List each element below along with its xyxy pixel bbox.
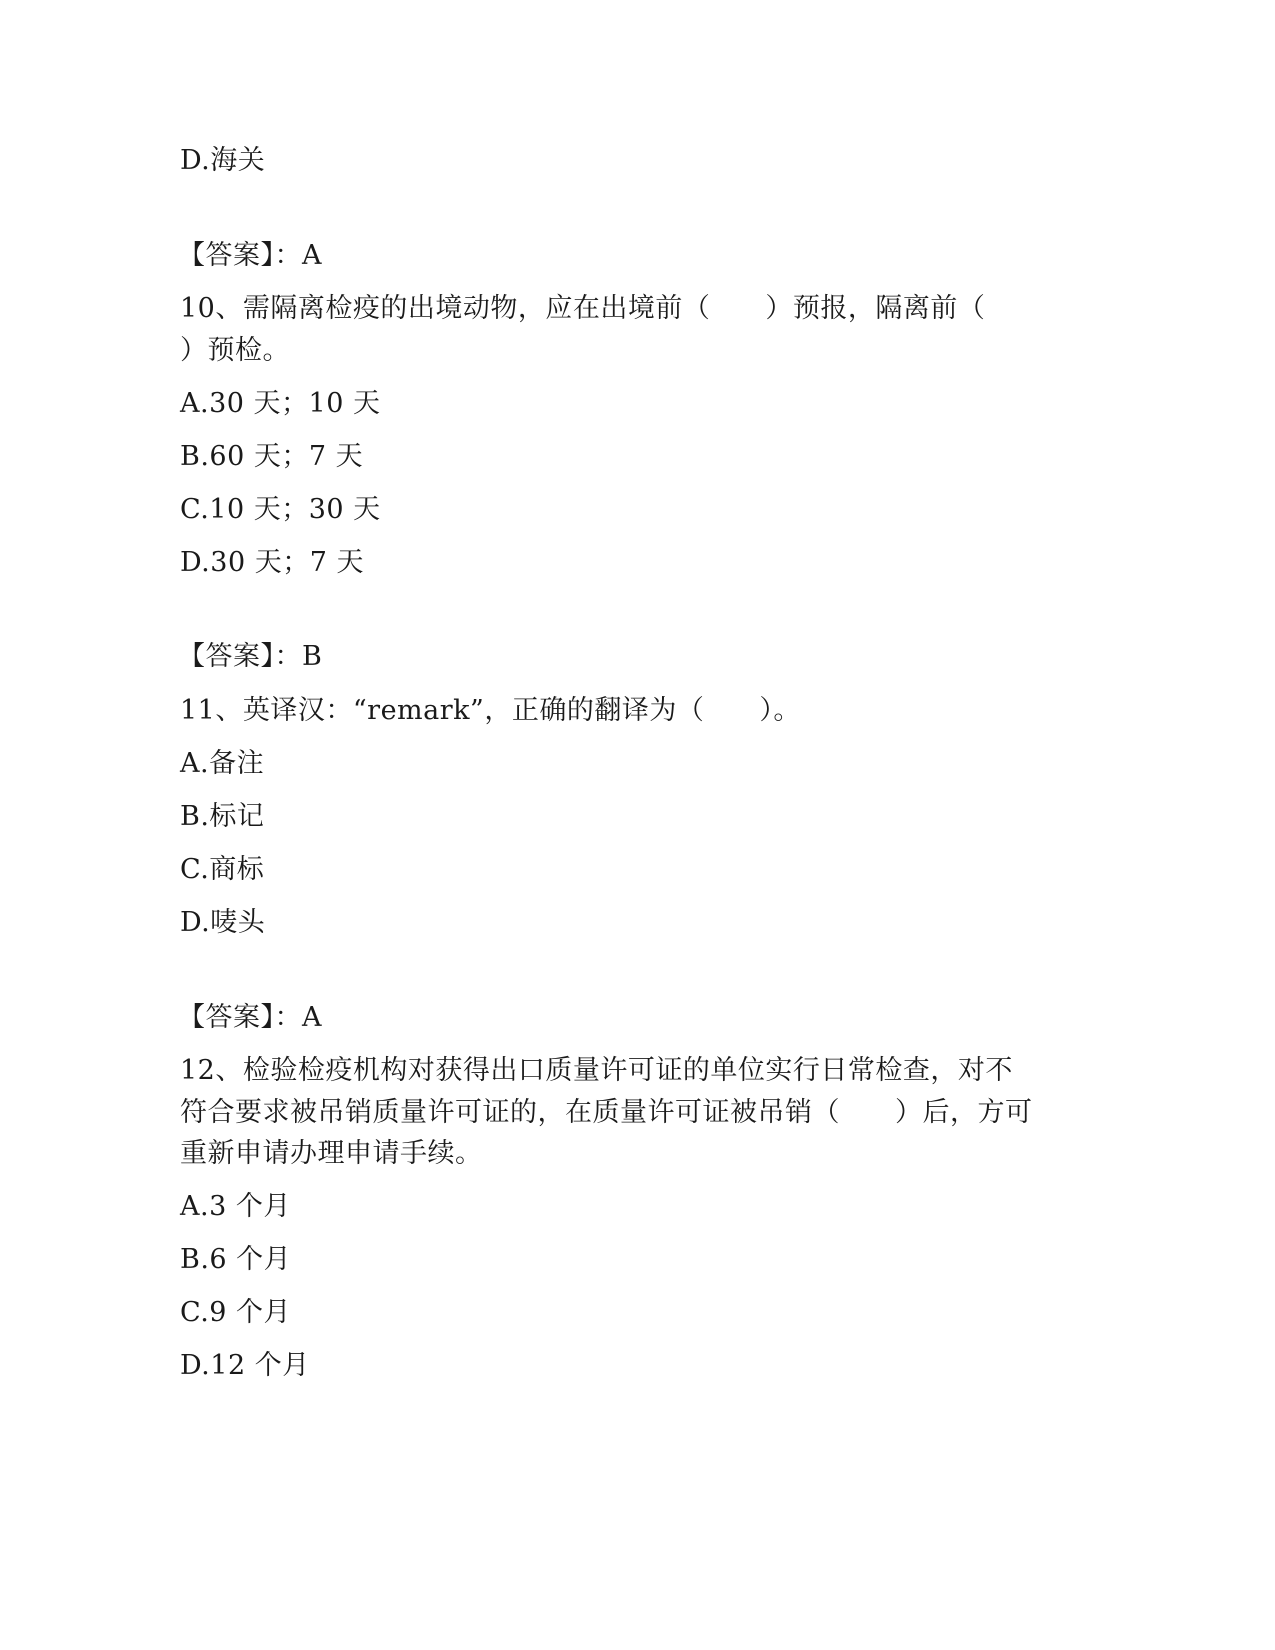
q9-answer: 【答案】：A (178, 240, 322, 271)
q10-stem-line2: ）预检。 (180, 335, 290, 366)
q10-option-a: A.30 天；10 天 (180, 388, 381, 419)
q10-stem-line1: 10、需隔离检疫的出境动物，应在出境前（ ）预报，隔离前（ (180, 293, 986, 324)
q10-option-b: B.60 天；7 天 (180, 441, 364, 472)
q12-option-d: D.12 个月 (180, 1350, 310, 1381)
q12-option-a: A.3 个月 (180, 1191, 291, 1222)
q11-option-a: A.备注 (180, 748, 265, 779)
q9-option-d: D.海关 (180, 145, 266, 176)
q10-option-c: C.10 天；30 天 (180, 494, 381, 525)
q12-stem-line3: 重新申请办理申请手续。 (180, 1138, 483, 1169)
q10-answer: 【答案】：B (178, 641, 323, 672)
q11-option-b: B.标记 (180, 801, 265, 832)
q11-answer: 【答案】：A (178, 1002, 322, 1033)
q11-stem: 11、英译汉：“remark”，正确的翻译为（ ）。 (180, 695, 801, 726)
q11-option-d: D.唛头 (180, 907, 266, 938)
q10-option-d: D.30 天；7 天 (180, 547, 364, 578)
q12-stem-line2: 符合要求被吊销质量许可证的，在质量许可证被吊销（ ）后，方可 (180, 1097, 1033, 1128)
q12-stem-line1: 12、检验检疫机构对获得出口质量许可证的单位实行日常检查，对不 (180, 1055, 1013, 1086)
q11-option-c: C.商标 (180, 854, 265, 885)
q12-option-c: C.9 个月 (180, 1297, 292, 1328)
q12-option-b: B.6 个月 (180, 1244, 292, 1275)
